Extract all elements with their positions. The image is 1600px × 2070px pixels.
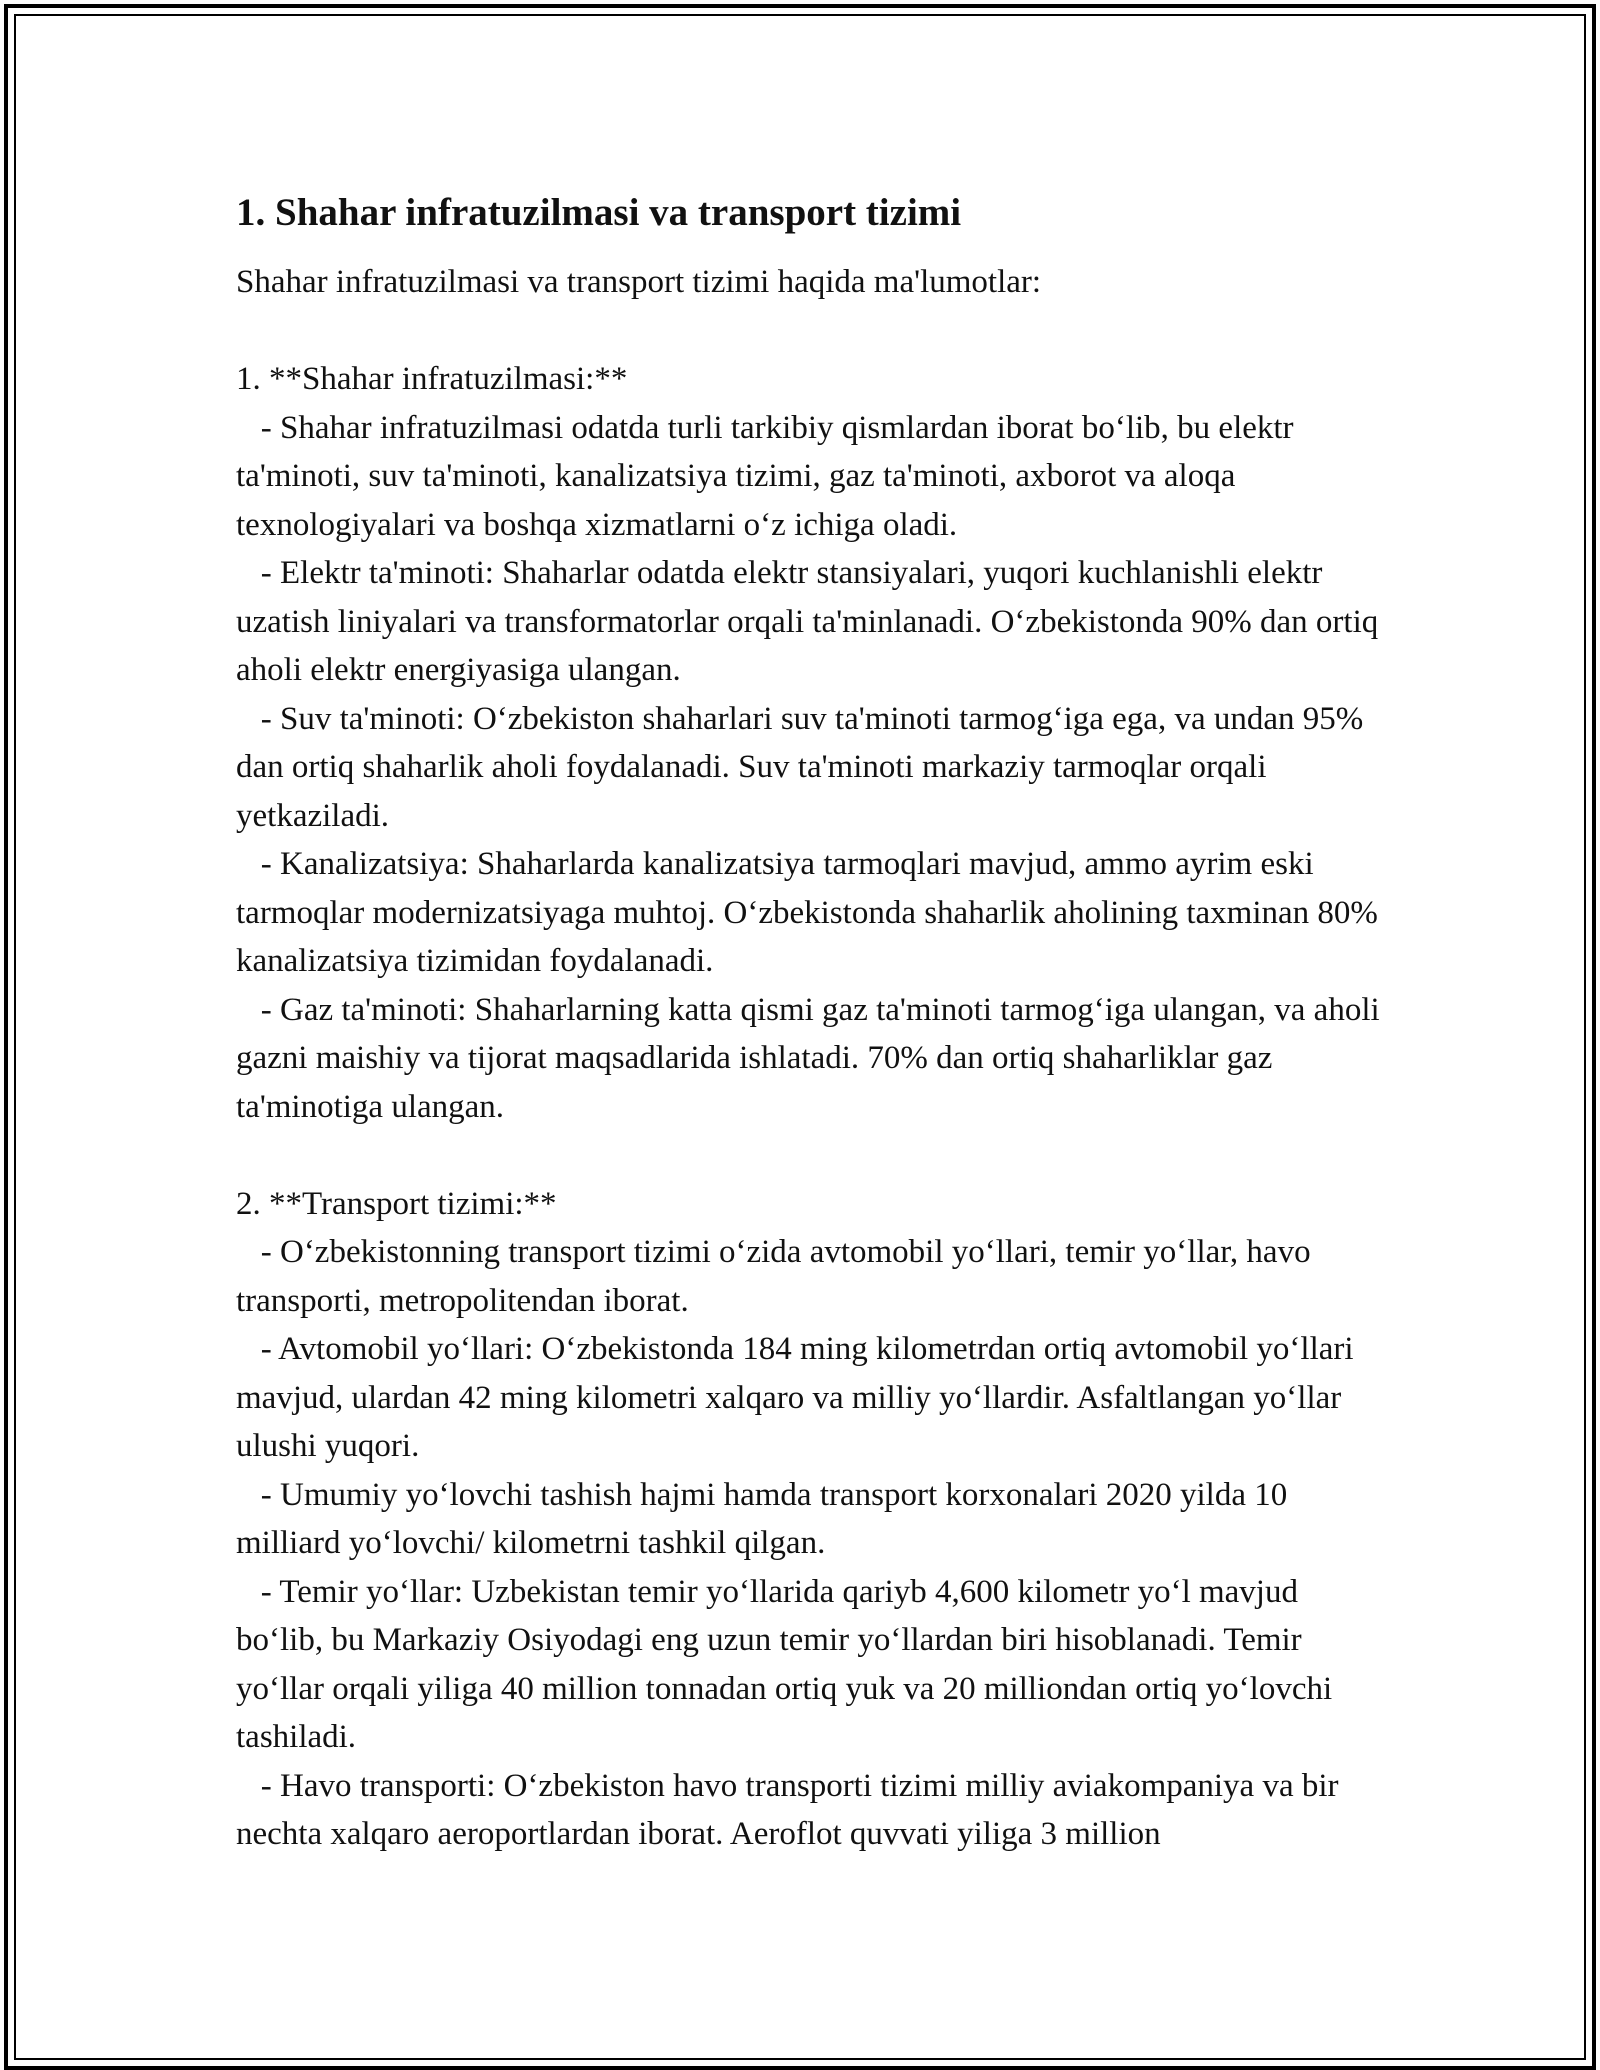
document-intro: Shahar infratuzilmasi va transport tizimi haqida ma'lumotlar: bbox=[236, 264, 1042, 300]
bullet-item: - Gaz ta'minoti: Shaharlarning katta qismi gaz ta'minoti tarmog‘iga ulangan, va aholi gazni maishiy va tijorat maqsadlarida ishlatadi. 70% dan ortiq shaharliklar gaz ta'minotiga ulangan. bbox=[236, 991, 1388, 1125]
bullet-item: - Elektr ta'minoti: Shaharlar odatda elektr stansiyalari, yuqori kuchlanishli elektr uzatish liniyalari va transformatorlar orqali ta'minlanadi. O‘zbekistonda 90% dan ortiq aholi elektr energiyasiga ulangan. bbox=[236, 555, 1387, 688]
section-infrastructure bbox=[236, 355, 1386, 1131]
bullet-item: - Kanalizatsiya: Shaharlarda kanalizatsiya tarmoqlari mavjud, ammo ayrim eski tarmoqlar modernizatsiyaga muhtoj. O‘zbekistonda shaharlik aholining taxminan 80% kanalizatsiya tizimidan foydalanadi. bbox=[236, 846, 1387, 979]
bullet-item: - Temir yo‘llar: Uzbekistan temir yo‘llarida qariyb 4,600 kilometr yo‘l mavjud bo‘lib, bu Markaziy Osiyodagi eng uzun temir yo‘llardan biri hisoblanadi. Temir yo‘llar orqali yiliga 40 million tonnadan ortiq yuk va 20 milliondan ortiq yo‘lovchi tashiladi. bbox=[236, 1573, 1341, 1755]
section-transport bbox=[236, 1180, 1386, 1859]
bullet-item: - Havo transporti: O‘zbekiston havo transporti tizimi milliy aviakompaniya va bir nechta xalqaro aeroportlardan iborat. Aeroflot quvvati yiliga 3 million bbox=[236, 1767, 1347, 1852]
section-title: 1. **Shahar infratuzilmasi:** bbox=[236, 361, 628, 397]
document-heading: 1. Shahar infratuzilmasi va transport tizimi bbox=[236, 191, 962, 234]
section-title: 2. **Transport tizimi:** bbox=[236, 1185, 557, 1222]
document-body bbox=[236, 186, 1386, 1859]
bullet-item: - Suv ta'minoti: O‘zbekiston shaharlari suv ta'minoti tarmog‘iga ega, va undan 95% dan ortiq shaharlik aholi foydalanadi. Suv ta'minoti markaziy tarmoqlar orqali yetkaziladi. bbox=[236, 700, 1372, 834]
blank-line bbox=[236, 307, 1386, 356]
bullet-item: - O‘zbekistonning transport tizimi o‘zida avtomobil yo‘llari, temir yo‘llar, havo transporti, metropolitendan iborat. bbox=[236, 1234, 1319, 1319]
bullet-item: - Umumiy yo‘lovchi tashish hajmi hamda transport korxonalari 2020 yilda 10 milliard yo‘lovchi/ kilometrni tashkil qilgan. bbox=[236, 1476, 1296, 1561]
bullet-item: - Shahar infratuzilmasi odatda turli tarkibiy qismlardan iborat bo‘lib, bu elektr ta'minoti, suv ta'minoti, kanalizatsiya tizimi, gaz ta'minoti, axborot va aloqa texnologiyalari va boshqa xizmatlarni o‘z ichiga oladi. bbox=[236, 409, 1302, 543]
blank-line bbox=[236, 1131, 1386, 1180]
bullet-item: - Avtomobil yo‘llari: O‘zbekistonda 184 ming kilometrdan ortiq avtomobil yo‘llari mavjud, ulardan 42 ming kilometri xalqaro va milliy yo‘llardir. Asfaltlangan yo‘llar ulushi yuqori. bbox=[236, 1331, 1362, 1464]
